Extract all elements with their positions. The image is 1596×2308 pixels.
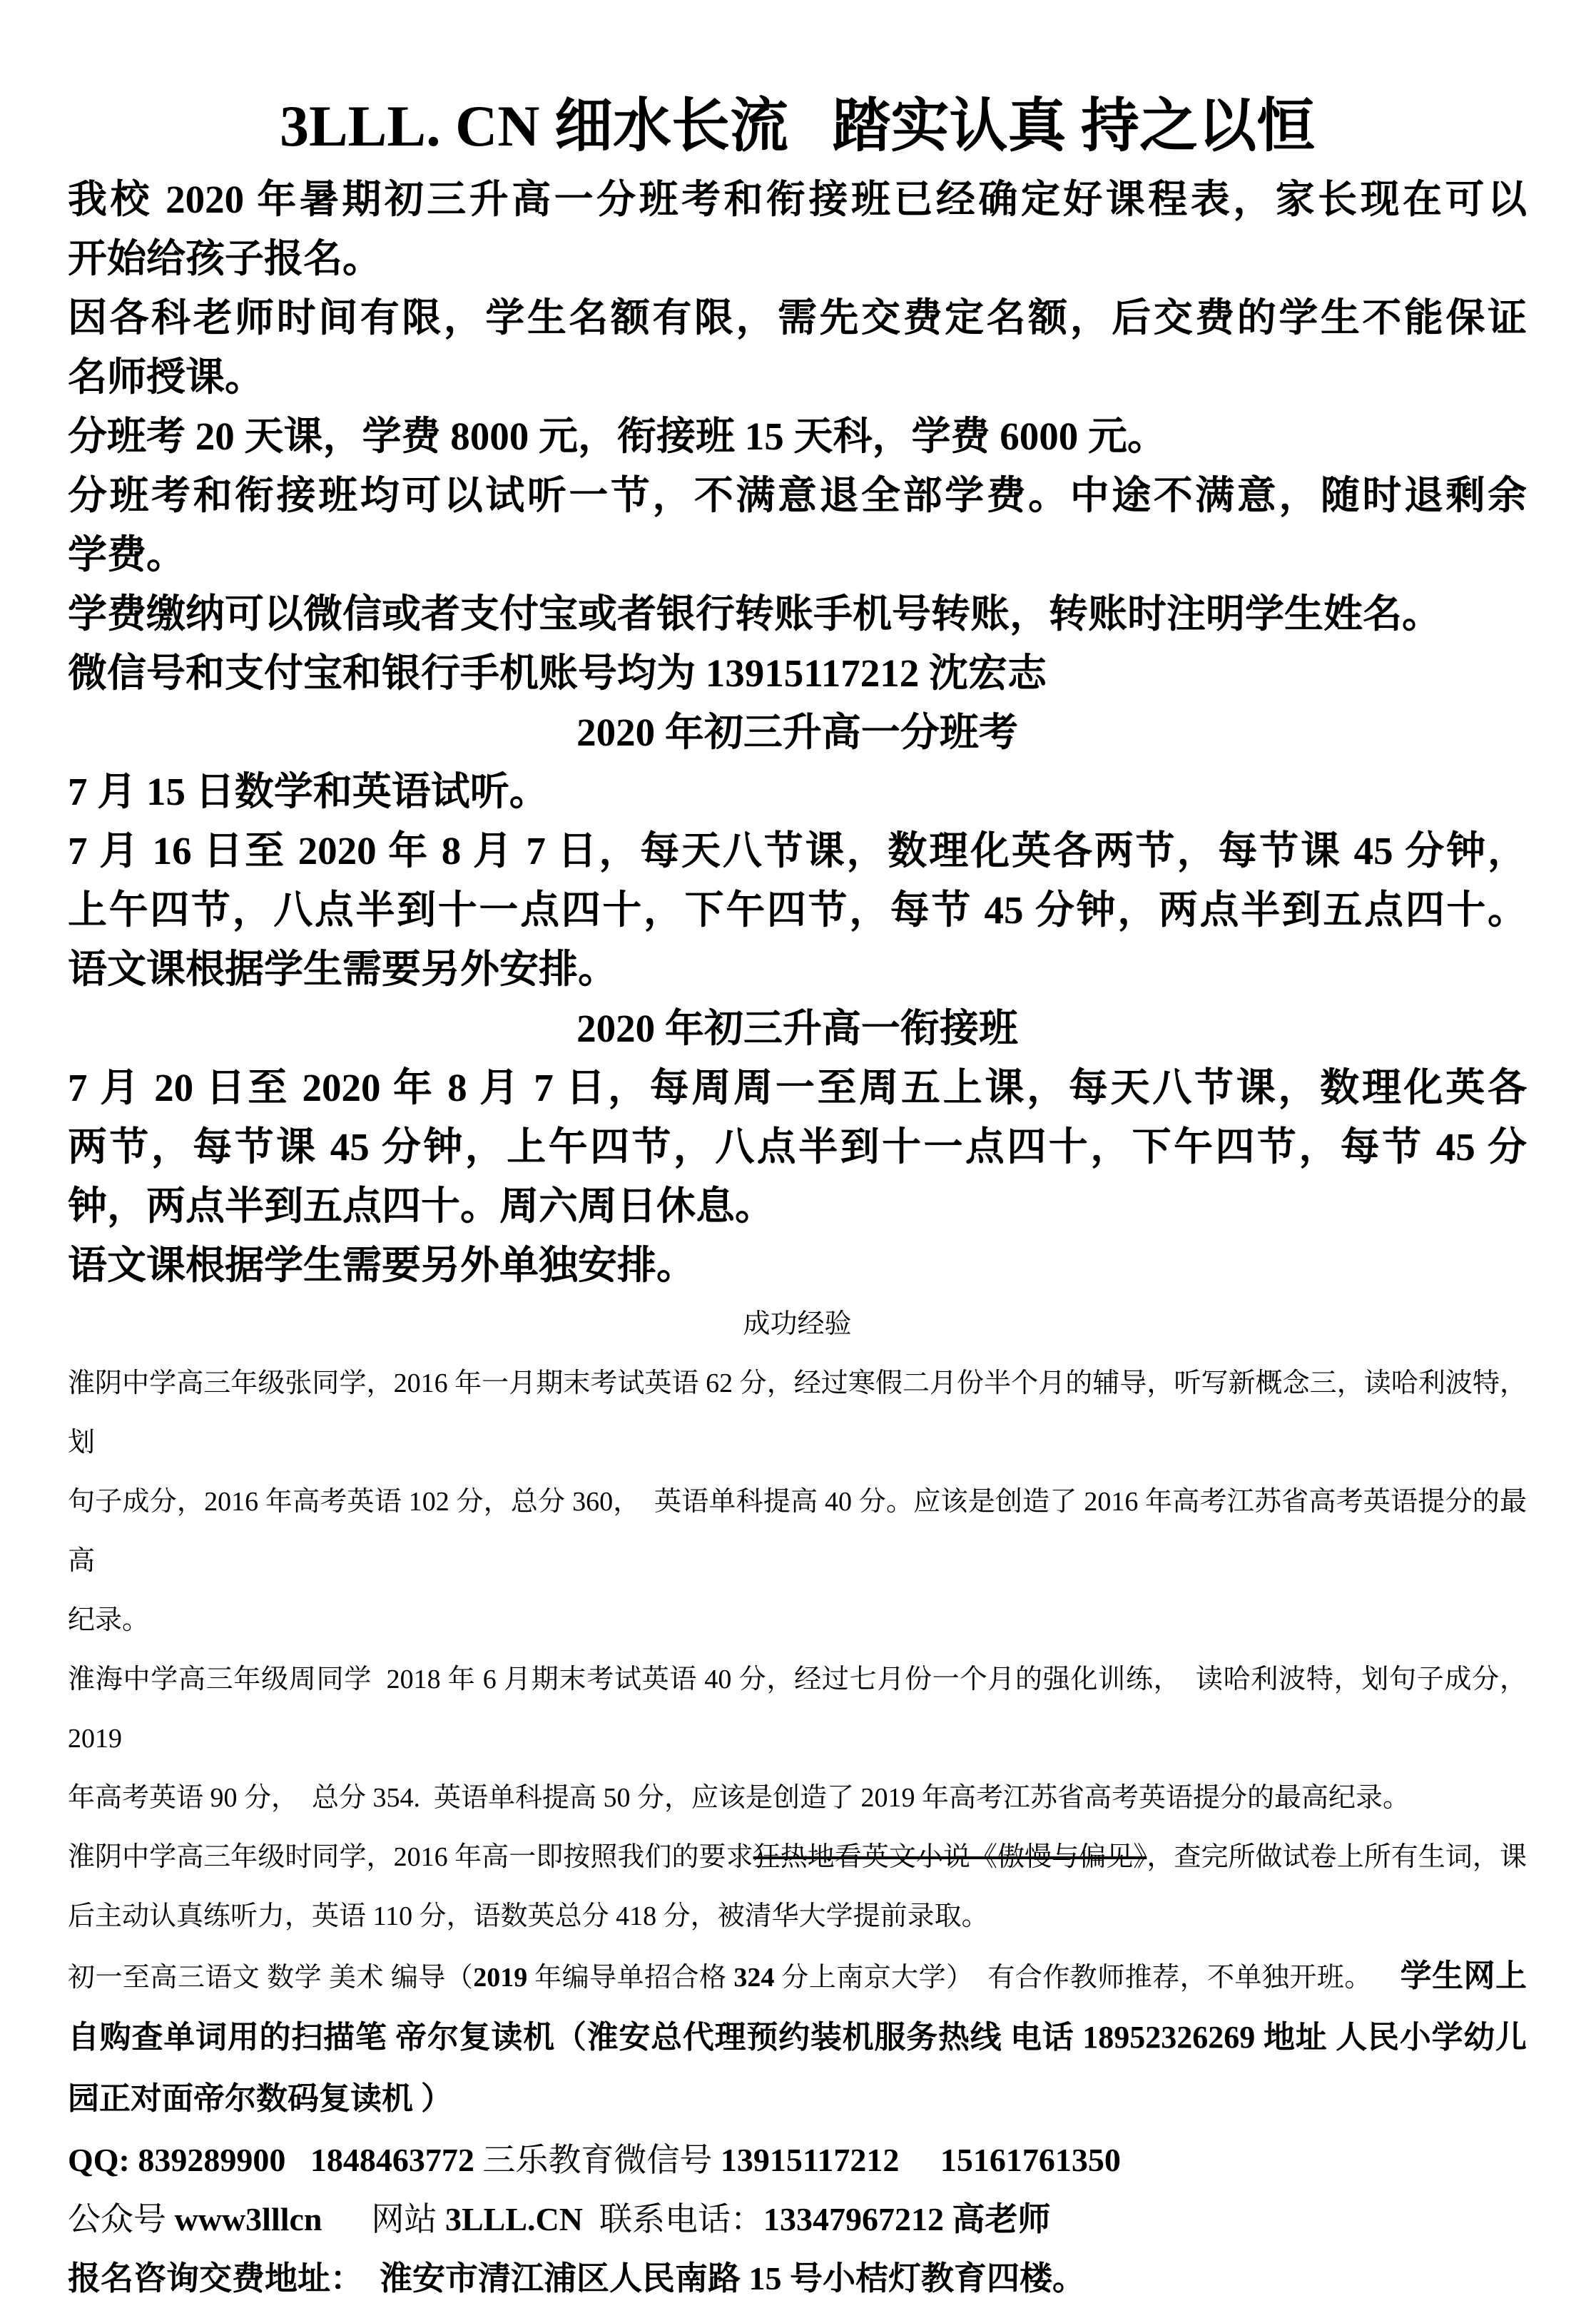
text-line: 成功经验 (743, 1309, 852, 1339)
text-line (68, 2190, 1527, 2249)
text-line: 7 月 16 日至 2020 年 8 月 7 日，每天八节课，数理化英各两节，每节课 45 分钟， (68, 829, 1527, 873)
paragraph-other-courses (68, 1946, 1527, 2130)
text-line: 后主动认真练听力，英语 110 分，语数英总分 418 分，被清华大学提前录取。 (68, 1901, 989, 1931)
paragraph-payment-methods (68, 584, 1527, 644)
paragraph-refund-policy (68, 466, 1527, 584)
paragraph-exam-schedule (68, 821, 1527, 999)
paragraph-bridge-schedule (68, 1058, 1527, 1236)
contact-address (68, 2249, 1527, 2308)
text-segment: 联系电话： (582, 2201, 763, 2237)
paragraph-payment-account (68, 644, 1527, 703)
text-line: 两节，每节课 45 分钟，上午四节，八点半到十一点四十，下午四节，每节 45 分 (68, 1125, 1527, 1169)
text-line: 我校 2020 年暑期初三升高一分班考和衔接班已经确定好课程表，家长现在可以 (68, 178, 1527, 221)
text-segment: 淮阴中学高三年级时同学，2016 年高一即按照我们的要求 (68, 1842, 753, 1872)
text-line: 上午四节，八点半到十一点四十，下午四节，每节 45 分钟，两点半到五点四十。 (68, 888, 1527, 932)
text-segment: 3LLL.CN (445, 2201, 583, 2237)
text-line: 微信号和支付宝和银行手机账号均为 13915117212 沈宏志 (68, 651, 1047, 695)
text-segment: 狂热地看英文小说《傲慢与偏见》 (753, 1842, 1147, 1872)
text-line: 7 月 20 日至 2020 年 8 月 7 日，每周周一至周五上课，每天八节课，数理化英各 (68, 1066, 1527, 1109)
text-line: 2020 年初三升高一分班考 (576, 711, 1018, 754)
text-line: 语文课根据学生需要另外单独安排。 (68, 1244, 696, 1287)
text-segment: 网站 (322, 2201, 445, 2237)
text-line: 淮海中学高三年级周同学 2018 年 6 月期末考试英语 40 分，经过七月份一个月的强化训练， 读哈利波特，划句子成分，2019 (68, 1664, 1527, 1754)
text-line (68, 1946, 1527, 2008)
heading-bridge-class (68, 999, 1527, 1058)
paragraph-case-shi (68, 1828, 1527, 1946)
text-line: 淮阴中学高三年级张同学，2016 年一月期末考试英语 62 分，经过寒假二月份半个月的辅导，听写新概念三，读哈利波特，划 (68, 1368, 1527, 1458)
text-segment: 初一至高三语文 数学 美术 编导（ (68, 1963, 474, 1993)
text-line: 分班考 20 天课，学费 8000 元，衔接班 15 天科，学费 6000 元。 (68, 415, 1167, 458)
contact-qq-wechat (68, 2130, 1527, 2190)
page-title: 3LLL. CN 细水长流 踏实认真 持之以恒 (279, 93, 1316, 158)
text-segment: 13347967212 高老师 (763, 2201, 1051, 2237)
text-line (68, 1828, 1527, 1887)
text-line: 名师授课。 (68, 355, 265, 399)
text-line: 2020 年初三升高一衔接班 (576, 1007, 1018, 1050)
text-line: 钟，两点半到五点四十。周六周日休息。 (68, 1184, 775, 1228)
text-segment: 13915117212 15161761350 (720, 2142, 1121, 2178)
paragraph-intro (68, 170, 1527, 288)
paragraph-case-zhang (68, 1354, 1527, 1650)
text-line: 年高考英语 90 分， 总分 354. 英语单科提高 50 分，应该是创造了 2019 年高考江苏省高考英语提分的最高纪录。 (68, 1783, 1411, 1813)
text-line (68, 2069, 1527, 2130)
text-segment: 自购查单词用的扫描笔 帝尔复读机（淮安总代理预约装机服务热线 电话 18952326269 地址 人民小学幼儿 (68, 2020, 1527, 2055)
text-segment: ，查完所做试卷上所有生词，课 (1147, 1842, 1527, 1872)
heading-placement-exam (68, 703, 1527, 762)
text-segment: 园正对面帝尔数码复读机 ） (68, 2081, 452, 2116)
heading-success-stories (68, 1295, 1527, 1354)
paragraph-teacher-limit (68, 288, 1527, 407)
text-line: 因各科老师时间有限，学生名额有限，需先交费定名额，后交费的学生不能保证 (68, 296, 1527, 340)
text-segment: 报名咨询交费地址： 淮安市清江浦区人民南路 15 号小桔灯教育四楼。 (68, 2260, 1085, 2297)
paragraph-bridge-chinese (68, 1236, 1527, 1295)
text-segment: 年编导单招合格 (527, 1963, 734, 1993)
text-line: 7 月 15 日数学和英语试听。 (68, 770, 549, 813)
text-line: 纪录。 (68, 1605, 150, 1635)
paragraph-tuition (68, 407, 1527, 466)
paragraph-trial-lesson (68, 762, 1527, 821)
text-segment: www3lllcn (174, 2201, 322, 2237)
text-line: 学费缴纳可以微信或者支付宝或者银行转账手机号转账，转账时注明学生姓名。 (68, 592, 1442, 636)
text-line (68, 2249, 1527, 2308)
contact-website-phone (68, 2190, 1527, 2249)
text-segment: 2019 (473, 1963, 528, 1993)
text-segment: 学生网上 (1400, 1958, 1527, 1993)
text-segment: 三乐教育微信号 (474, 2142, 721, 2178)
text-line: 学费。 (68, 533, 186, 576)
text-line: 语文课根据学生需要另外安排。 (68, 947, 618, 991)
text-segment: 分上南京大学） 有合作教师推荐，不单独开班。 (774, 1963, 1401, 1993)
text-line (68, 2008, 1527, 2069)
text-segment: QQ: 839289900 1848463772 (68, 2142, 474, 2178)
paragraph-case-zhou (68, 1650, 1527, 1828)
text-line: 开始给孩子报名。 (68, 237, 382, 280)
text-segment: 324 (733, 1963, 775, 1993)
text-line: 分班考和衔接班均可以试听一节，不满意退全部学费。中途不满意，随时退剩余 (68, 474, 1527, 517)
text-line: 句子成分，2016 年高考英语 102 分，总分 360， 英语单科提高 40 分。应该是创造了 2016 年高考江苏省高考英语提分的最高 (68, 1487, 1527, 1576)
text-line (68, 2130, 1527, 2190)
text-segment: 公众号 (68, 2201, 175, 2237)
